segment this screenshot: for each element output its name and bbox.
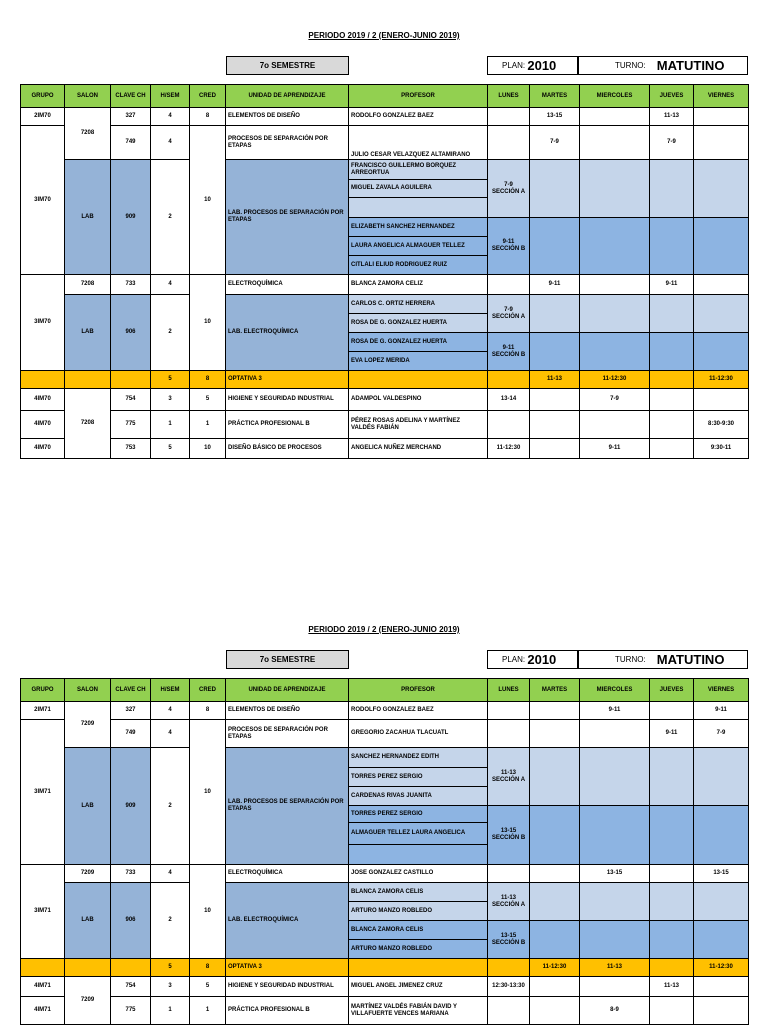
period-title: PERIODO 2019 / 2 (ENERO-JUNIO 2019)	[308, 31, 460, 40]
cell-martes	[530, 411, 580, 439]
cell-profesor: TORRES PEREZ SERGIO	[349, 768, 488, 787]
cell-seccion-b: 13-15 SECCIÓN B	[488, 921, 530, 959]
cell-miercoles: 9-11	[580, 439, 650, 459]
cell-martes	[530, 333, 580, 371]
plan-value: 2010	[527, 58, 557, 73]
cell-profesor: FRANCISCO GUILLERMO BORQUEZ ARREORTUA	[349, 160, 488, 180]
cell-lunes: 11-12:30	[488, 439, 530, 459]
cell-martes: 11-12:30	[530, 959, 580, 977]
cell-salon-lab: LAB	[65, 160, 111, 275]
cell-clave	[111, 959, 151, 977]
cell-lunes	[488, 720, 530, 748]
cell-lunes	[488, 108, 530, 126]
cell-grupo	[21, 371, 65, 389]
cell-martes	[530, 160, 580, 218]
cell-profesor	[349, 371, 488, 389]
cell-jueves	[650, 295, 694, 333]
cell-miercoles	[580, 333, 650, 371]
cell-seccion-a: 11-13 SECCIÓN A	[488, 883, 530, 921]
col-unidad: UNIDAD DE APRENDIZAJE	[226, 679, 349, 702]
cell-miercoles	[580, 160, 650, 218]
col-grupo: GRUPO	[21, 85, 65, 108]
cell-unidad: ELECTROQUÍMICA	[226, 275, 349, 295]
col-cred: CRED	[190, 679, 226, 702]
cell-profesor: ADAMPOL VALDESPINO	[349, 389, 488, 411]
cell-jueves: 9-11	[650, 720, 694, 748]
cell-viernes	[694, 295, 749, 333]
cell-hsem: 4	[151, 126, 190, 160]
cell-miercoles	[580, 806, 650, 865]
cell-martes: 9-11	[530, 275, 580, 295]
col-miercoles: MIERCOLES	[580, 85, 650, 108]
cell-miercoles	[580, 411, 650, 439]
cell-salon: 7208	[65, 275, 111, 295]
cell-unidad: PRÁCTICA PROFESIONAL B	[226, 997, 349, 1025]
cell-martes	[530, 806, 580, 865]
schedule-table	[20, 84, 749, 459]
cell-salon: 7208	[65, 389, 111, 459]
cell-profesor: RODOLFO GONZALEZ BAEZ	[349, 108, 488, 126]
col-hsem: H/SEM	[151, 85, 190, 108]
cell-martes	[530, 748, 580, 806]
cell-grupo: 2IM70	[21, 108, 65, 126]
cell-profesor: EVA LOPEZ MERIDA	[349, 352, 488, 371]
cell-miercoles	[580, 883, 650, 921]
cell-cred: 10	[190, 439, 226, 459]
cell-cred: 1	[190, 411, 226, 439]
cell-unidad: HIGIENE Y SEGURIDAD INDUSTRIAL	[226, 977, 349, 997]
col-salon: SALON	[65, 85, 111, 108]
col-viernes: VIERNES	[694, 679, 749, 702]
col-viernes: VIERNES	[694, 85, 749, 108]
cell-jueves	[650, 218, 694, 275]
cell-jueves	[650, 865, 694, 883]
col-jueves: JUEVES	[650, 85, 694, 108]
cell-clave: 753	[111, 439, 151, 459]
cell-martes	[530, 702, 580, 720]
cell-hsem: 5	[151, 439, 190, 459]
cell-clave: 906	[111, 883, 151, 959]
table-row	[21, 883, 749, 902]
cell-martes	[530, 883, 580, 921]
cell-grupo: 3IM70	[21, 275, 65, 371]
cell-jueves	[650, 333, 694, 371]
col-salon: SALON	[65, 679, 111, 702]
turno-label: TURNO:	[615, 61, 646, 70]
table-row	[21, 295, 749, 314]
cell-profesor: PÉREZ ROSAS ADELINA Y MARTÍNEZ VALDÉS FABIÁN	[349, 411, 488, 439]
plan-label: PLAN:	[502, 655, 526, 664]
cell-lunes	[488, 865, 530, 883]
cell-profesor: BLANCA ZAMORA CELIS	[349, 883, 488, 902]
cell-viernes	[694, 997, 749, 1025]
cell-clave: 906	[111, 295, 151, 371]
cell-martes	[530, 997, 580, 1025]
cell-unidad: OPTATIVA 3	[226, 959, 349, 977]
table-row-optativa	[21, 371, 749, 389]
cell-viernes	[694, 389, 749, 411]
cell-clave: 327	[111, 702, 151, 720]
cell-jueves: 11-13	[650, 977, 694, 997]
cell-clave: 754	[111, 389, 151, 411]
cell-cred: 8	[190, 702, 226, 720]
cell-martes	[530, 218, 580, 275]
cell-profesor: ANGELICA NUÑEZ MERCHAND	[349, 439, 488, 459]
col-lunes: LUNES	[488, 679, 530, 702]
cell-profesor: ROSA DE G. GONZALEZ HUERTA	[349, 314, 488, 333]
cell-grupo: 3IM71	[21, 720, 65, 865]
cell-salon	[65, 371, 111, 389]
table-row	[21, 126, 749, 160]
col-cred: CRED	[190, 85, 226, 108]
cell-cred: 10	[190, 720, 226, 865]
cell-viernes	[694, 748, 749, 806]
semester-box: 7o SEMESTRE	[226, 650, 349, 669]
col-martes: MARTES	[530, 85, 580, 108]
cell-clave: 754	[111, 977, 151, 997]
table-row	[21, 160, 749, 180]
cell-clave: 733	[111, 275, 151, 295]
cell-viernes	[694, 218, 749, 275]
cell-profesor: CARLOS C. ORTIZ HERRERA	[349, 295, 488, 314]
cell-salon: 7208	[65, 108, 111, 160]
cell-hsem: 4	[151, 275, 190, 295]
cell-viernes: 8:30-9:30	[694, 411, 749, 439]
cell-cred: 8	[190, 371, 226, 389]
cell-seccion-b: 13-15 SECCIÓN B	[488, 806, 530, 865]
cell-profesor: CARDENAS RIVAS JUANITA	[349, 787, 488, 806]
col-jueves: JUEVES	[650, 679, 694, 702]
semester-box: 7o SEMESTRE	[226, 56, 349, 75]
cell-grupo: 4IM70	[21, 439, 65, 459]
cell-unidad: LAB. PROCESOS DE SEPARACIÓN POR ETAPAS	[226, 748, 349, 865]
cell-unidad: OPTATIVA 3	[226, 371, 349, 389]
cell-grupo: 4IM71	[21, 997, 65, 1025]
cell-unidad: DISEÑO BÁSICO DE PROCESOS	[226, 439, 349, 459]
cell-miercoles: 11-13	[580, 959, 650, 977]
cell-viernes	[694, 806, 749, 865]
col-clave: CLAVE CH	[111, 679, 151, 702]
cell-unidad: ELEMENTOS DE DISEÑO	[226, 702, 349, 720]
table-row-optativa	[21, 959, 749, 977]
cell-miercoles	[580, 720, 650, 748]
turno-label: TURNO:	[615, 655, 646, 664]
cell-lunes	[488, 126, 530, 160]
cell-hsem: 2	[151, 295, 190, 371]
cell-martes	[530, 720, 580, 748]
table-row	[21, 702, 749, 720]
cell-martes	[530, 865, 580, 883]
table-row	[21, 439, 749, 459]
cell-salon-lab: LAB	[65, 883, 111, 959]
col-clave: CLAVE CH	[111, 85, 151, 108]
cell-miercoles	[580, 218, 650, 275]
cell-hsem: 3	[151, 977, 190, 997]
cell-jueves	[650, 748, 694, 806]
cell-hsem: 5	[151, 371, 190, 389]
cell-martes: 7-9	[530, 126, 580, 160]
cell-lunes	[488, 702, 530, 720]
plan-label: PLAN:	[502, 61, 526, 70]
cell-unidad: ELECTROQUÍMICA	[226, 865, 349, 883]
cell-martes: 13-15	[530, 108, 580, 126]
cell-profesor	[349, 845, 488, 865]
cell-jueves	[650, 439, 694, 459]
cell-profesor: BLANCA ZAMORA CELIZ	[349, 275, 488, 295]
col-grupo: GRUPO	[21, 679, 65, 702]
cell-profesor: MIGUEL ANGEL JIMENEZ CRUZ	[349, 977, 488, 997]
table-row	[21, 411, 749, 439]
plan-value: 2010	[527, 652, 557, 667]
cell-martes	[530, 389, 580, 411]
table-row	[21, 997, 749, 1025]
cell-profesor: SANCHEZ HERNANDEZ EDITH	[349, 748, 488, 768]
cell-viernes	[694, 977, 749, 997]
table-row	[21, 748, 749, 768]
cell-hsem: 4	[151, 865, 190, 883]
cell-profesor: ELIZABETH SANCHEZ HERNANDEZ	[349, 218, 488, 237]
cell-profesor: RODOLFO GONZALEZ BAEZ	[349, 702, 488, 720]
cell-hsem: 4	[151, 702, 190, 720]
cell-jueves	[650, 160, 694, 218]
cell-profesor: ARTURO MANZO ROBLEDO	[349, 902, 488, 921]
cell-clave: 775	[111, 411, 151, 439]
cell-cred: 10	[190, 865, 226, 959]
turno-value: MATUTINO	[656, 58, 725, 73]
turno-box	[578, 56, 748, 75]
cell-profesor: TORRES PEREZ SERGIO	[349, 806, 488, 823]
cell-lunes: 12:30-13:30	[488, 977, 530, 997]
cell-miercoles	[580, 126, 650, 160]
col-unidad: UNIDAD DE APRENDIZAJE	[226, 85, 349, 108]
cell-miercoles	[580, 921, 650, 959]
cell-jueves: 11-13	[650, 108, 694, 126]
cell-cred: 8	[190, 959, 226, 977]
cell-martes	[530, 921, 580, 959]
cell-salon: 7209	[65, 865, 111, 883]
cell-jueves	[650, 921, 694, 959]
cell-viernes	[694, 126, 749, 160]
cell-cred: 5	[190, 977, 226, 997]
cell-profesor: ARTURO MANZO ROBLEDO	[349, 940, 488, 959]
cell-clave: 909	[111, 748, 151, 865]
table-row	[21, 977, 749, 997]
cell-unidad: PROCESOS DE SEPARACIÓN POR ETAPAS	[226, 720, 349, 748]
col-profesor: PROFESOR	[349, 679, 488, 702]
cell-miercoles	[580, 977, 650, 997]
cell-unidad: PROCESOS DE SEPARACIÓN POR ETAPAS	[226, 126, 349, 160]
cell-grupo: 2IM71	[21, 702, 65, 720]
cell-unidad: LAB. ELECTROQUÍMICA	[226, 883, 349, 959]
cell-viernes	[694, 883, 749, 921]
cell-martes	[530, 977, 580, 997]
cell-jueves	[650, 806, 694, 865]
cell-profesor: BLANCA ZAMORA CELIS	[349, 921, 488, 940]
col-martes: MARTES	[530, 679, 580, 702]
cell-viernes	[694, 921, 749, 959]
table-row	[21, 389, 749, 411]
cell-jueves	[650, 411, 694, 439]
cell-hsem: 3	[151, 389, 190, 411]
cell-grupo: 3IM71	[21, 865, 65, 959]
cell-miercoles	[580, 748, 650, 806]
cell-salon: 7209	[65, 977, 111, 1025]
cell-profesor: LAURA ANGELICA ALMAGUER TELLEZ	[349, 237, 488, 256]
cell-salon	[65, 959, 111, 977]
cell-miercoles: 8-9	[580, 997, 650, 1025]
cell-seccion-a: 7-9 SECCIÓN A	[488, 160, 530, 218]
table-row	[21, 865, 749, 883]
table-row	[21, 108, 749, 126]
cell-viernes	[694, 160, 749, 218]
col-hsem: H/SEM	[151, 679, 190, 702]
cell-lunes	[488, 275, 530, 295]
cell-cred: 5	[190, 389, 226, 411]
cell-hsem: 2	[151, 160, 190, 275]
cell-miercoles: 13-15	[580, 865, 650, 883]
cell-cred: 8	[190, 108, 226, 126]
cell-miercoles	[580, 108, 650, 126]
cell-salon-lab: LAB	[65, 295, 111, 371]
cell-seccion-b: 9-11 SECCIÓN B	[488, 218, 530, 275]
cell-profesor: JOSE GONZALEZ CASTILLO	[349, 865, 488, 883]
cell-clave: 749	[111, 126, 151, 160]
cell-profesor	[349, 198, 488, 218]
cell-hsem: 2	[151, 883, 190, 959]
cell-grupo: 4IM70	[21, 389, 65, 411]
cell-clave: 909	[111, 160, 151, 275]
cell-viernes: 11-12:30	[694, 959, 749, 977]
cell-profesor: MARTÍNEZ VALDÉS FABIÁN DAVID Y VILLAFUERTE VENCES MARIANA	[349, 997, 488, 1025]
cell-cred: 10	[190, 275, 226, 371]
turno-value: MATUTINO	[656, 652, 725, 667]
cell-grupo	[21, 959, 65, 977]
cell-jueves	[650, 371, 694, 389]
cell-grupo: 4IM70	[21, 411, 65, 439]
turno-box	[578, 650, 748, 669]
cell-unidad: HIGIENE Y SEGURIDAD INDUSTRIAL	[226, 389, 349, 411]
period-title: PERIODO 2019 / 2 (ENERO-JUNIO 2019)	[308, 625, 460, 634]
col-profesor: PROFESOR	[349, 85, 488, 108]
cell-unidad: LAB. PROCESOS DE SEPARACIÓN POR ETAPAS	[226, 160, 349, 275]
cell-seccion-b: 9-11 SECCIÓN B	[488, 333, 530, 371]
cell-miercoles: 9-11	[580, 702, 650, 720]
cell-profesor: ALMAGUER TELLEZ LAURA ANGELICA	[349, 823, 488, 845]
cell-hsem: 4	[151, 108, 190, 126]
cell-jueves	[650, 389, 694, 411]
col-lunes: LUNES	[488, 85, 530, 108]
cell-hsem: 2	[151, 748, 190, 865]
cell-martes: 11-13	[530, 371, 580, 389]
plan-box	[487, 56, 578, 75]
cell-clave: 749	[111, 720, 151, 748]
cell-profesor	[349, 959, 488, 977]
cell-seccion-a: 11-13 SECCIÓN A	[488, 748, 530, 806]
cell-viernes: 13-15	[694, 865, 749, 883]
cell-miercoles: 7-9	[580, 389, 650, 411]
table-row	[21, 720, 749, 748]
plan-box	[487, 650, 578, 669]
cell-cred: 1	[190, 997, 226, 1025]
cell-lunes	[488, 371, 530, 389]
cell-profesor: MIGUEL ZAVALA AGUILERA	[349, 180, 488, 198]
cell-clave: 327	[111, 108, 151, 126]
cell-hsem: 1	[151, 411, 190, 439]
cell-profesor: ROSA DE G. GONZALEZ HUERTA	[349, 333, 488, 352]
cell-jueves	[650, 702, 694, 720]
cell-jueves	[650, 959, 694, 977]
cell-jueves: 9-11	[650, 275, 694, 295]
cell-cred: 10	[190, 126, 226, 275]
cell-viernes: 11-12:30	[694, 371, 749, 389]
cell-grupo: 4IM71	[21, 977, 65, 997]
cell-lunes	[488, 997, 530, 1025]
cell-viernes: 9:30-11	[694, 439, 749, 459]
cell-jueves: 7-9	[650, 126, 694, 160]
cell-profesor: CITLALI ELIUD RODRIGUEZ RUIZ	[349, 256, 488, 275]
table-row	[21, 275, 749, 295]
header-row	[21, 85, 749, 108]
cell-martes	[530, 439, 580, 459]
cell-unidad: ELEMENTOS DE DISEÑO	[226, 108, 349, 126]
cell-unidad: PRÁCTICA PROFESIONAL B	[226, 411, 349, 439]
schedule-table	[20, 678, 749, 1025]
cell-seccion-a: 7-9 SECCIÓN A	[488, 295, 530, 333]
cell-clave: 733	[111, 865, 151, 883]
cell-viernes: 7-9	[694, 720, 749, 748]
cell-jueves	[650, 883, 694, 921]
cell-clave: 775	[111, 997, 151, 1025]
header-row	[21, 679, 749, 702]
cell-clave	[111, 371, 151, 389]
cell-viernes	[694, 333, 749, 371]
cell-grupo: 3IM70	[21, 126, 65, 275]
cell-lunes	[488, 959, 530, 977]
cell-lunes: 13-14	[488, 389, 530, 411]
cell-lunes	[488, 411, 530, 439]
cell-salon: 7209	[65, 702, 111, 748]
cell-viernes	[694, 108, 749, 126]
cell-miercoles	[580, 295, 650, 333]
cell-profesor: JULIO CESAR VELAZQUEZ ALTAMIRANO	[349, 126, 488, 160]
cell-miercoles	[580, 275, 650, 295]
cell-jueves	[650, 997, 694, 1025]
cell-profesor: GREGORIO ZACAHUA TLACUATL	[349, 720, 488, 748]
cell-martes	[530, 295, 580, 333]
cell-viernes	[694, 275, 749, 295]
cell-unidad: LAB. ELECTROQUÍMICA	[226, 295, 349, 371]
cell-hsem: 1	[151, 997, 190, 1025]
col-miercoles: MIERCOLES	[580, 679, 650, 702]
cell-hsem: 4	[151, 720, 190, 748]
cell-miercoles: 11-12:30	[580, 371, 650, 389]
cell-salon-lab: LAB	[65, 748, 111, 865]
cell-hsem: 5	[151, 959, 190, 977]
cell-viernes: 9-11	[694, 702, 749, 720]
